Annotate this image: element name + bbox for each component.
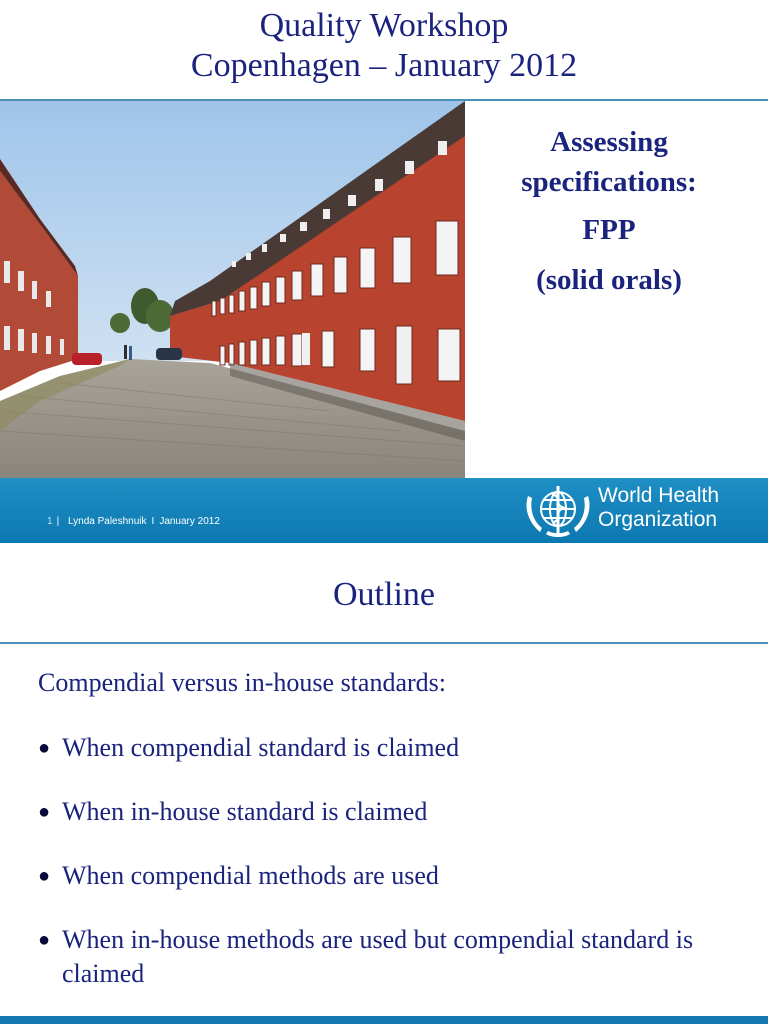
subtitle-line-1: Assessing — [550, 126, 668, 158]
slide-title — [0, 6, 768, 86]
slide-title-line-1: Quality Workshop — [259, 7, 509, 44]
subtitle-line-4: (solid orals) — [536, 264, 682, 296]
outline-bullet-list — [38, 731, 738, 1021]
bullet-item — [38, 731, 738, 765]
bullet-item — [38, 923, 738, 991]
bullet-icon: ● — [38, 865, 51, 887]
bullet-item — [38, 859, 738, 893]
outline-slide — [0, 543, 768, 1024]
slide-footer — [0, 478, 768, 543]
bullet-icon: ● — [38, 737, 51, 759]
bullet-item — [38, 795, 738, 829]
bullet-text: When compendial standard is claimed — [62, 733, 460, 762]
org-name — [598, 484, 719, 532]
outline-title: Outline — [333, 576, 435, 613]
bullet-text: When in-house standard is claimed — [62, 797, 428, 826]
subtitle-line-3: FPP — [582, 214, 636, 246]
org-name-line-2: Organization — [598, 508, 718, 531]
org-name-line-1: World Health — [598, 484, 719, 507]
footer-credits — [47, 516, 220, 527]
bullet-icon: ● — [38, 929, 51, 951]
who-emblem-icon — [522, 482, 594, 540]
slide-title-line-2: Copenhagen – January 2012 — [190, 47, 578, 84]
bullet-text: When compendial methods are used — [62, 861, 439, 890]
title-divider — [0, 642, 768, 644]
street-photo — [0, 101, 465, 478]
bullet-text: When in-house methods are used but compendial standard is claimed — [62, 925, 694, 988]
outline-intro: Compendial versus in-house standards: — [38, 668, 446, 697]
presenter-name: Lynda Paleshnuik — [67, 516, 147, 527]
bullet-icon: ● — [38, 801, 51, 823]
slide-subtitle — [478, 122, 740, 300]
slide-bottom-bar — [0, 1016, 768, 1024]
footer-separator: I — [151, 516, 155, 527]
page-number: 1 — [47, 516, 53, 527]
footer-separator: | — [56, 516, 60, 527]
subtitle-line-2: specifications: — [521, 166, 697, 198]
footer-date: January 2012 — [159, 516, 220, 527]
